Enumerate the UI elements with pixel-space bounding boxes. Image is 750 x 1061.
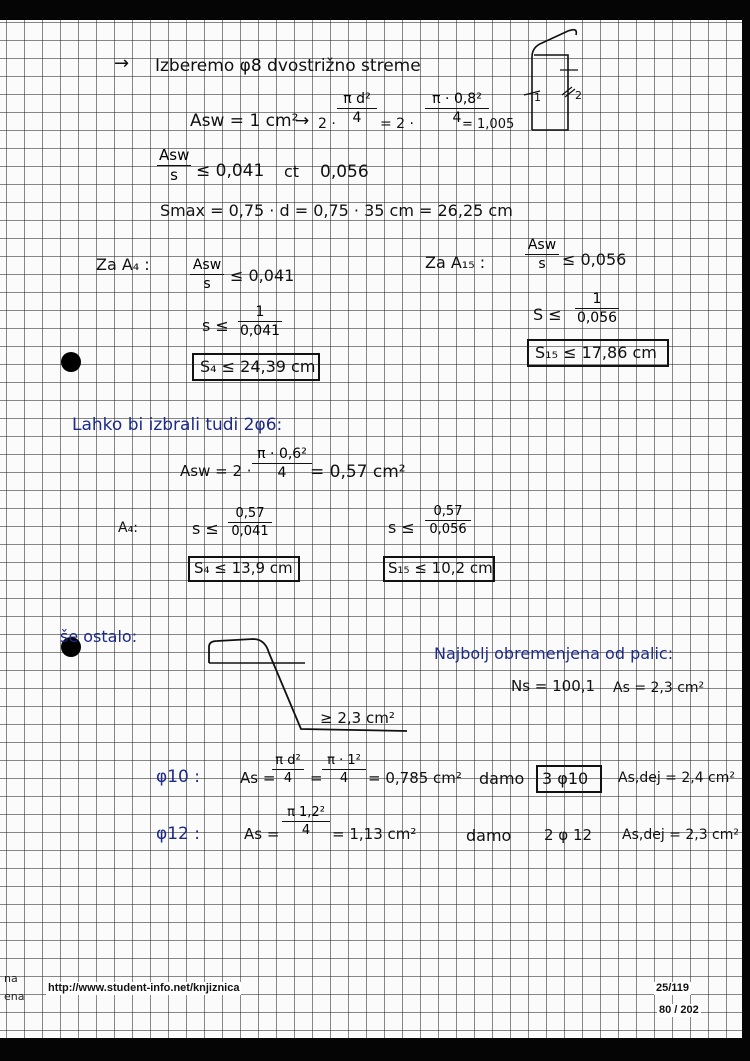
asw-fraction-2-num: π · 0,8² [425,92,489,109]
case-a4-s-num: 1 [238,305,282,322]
case-a15-s-lhs: S ≤ [533,305,562,324]
row-phi10-dia: φ10 : [156,767,200,787]
row-phi12-choice: 2 φ 12 [544,826,593,844]
alt-asw-num: π · 0,6² [252,447,312,464]
row-phi10-num2: π · 1² [322,754,366,770]
row-phi10-num1: π d² [272,754,304,770]
scan-right-border [742,0,750,1061]
footer-page-number: 25/119 [656,982,690,994]
row-phi10-eq: = [310,769,323,787]
alt-asw-fraction [252,447,312,480]
case-a4-s-lhs: s ≤ [202,316,229,335]
alt-a4-fraction [228,507,272,538]
case-a15-s-num: 1 [575,292,619,309]
note-heaviest-bar: Najbolj obremenjena od palic: [434,644,674,663]
stirrup-mark-2: 2 [575,89,582,102]
row-phi10-asdej: As,dej = 2,4 cm² [618,770,736,786]
alt-a15-result: S₁₅ ≤ 10,2 cm [388,559,493,577]
asw-fraction-1-den: 4 [352,110,362,126]
case-a15-rel: ≤ 0,056 [562,250,627,269]
case-a4-num: Asw [190,258,224,275]
case-a15-den: s [538,256,546,272]
asw-arrow: → [295,111,310,131]
asw-eq1: = 2 · [380,116,414,132]
row-phi10-result: = 0,785 cm² [368,769,462,787]
alt-a15-s-lhs: s ≤ [388,518,415,537]
alt-a15-fraction [425,505,471,536]
asw-result: = 1,005 [462,117,515,132]
ratio-num: Asw [159,146,190,164]
row-phi12-den: 4 [301,823,311,838]
margin-text-2: ena [4,990,25,1003]
alt-a4-result: S₄ ≤ 13,9 cm [194,559,293,577]
row-phi10-lhs: As = [240,769,276,787]
row-phi10-den2: 4 [339,771,349,786]
stirrup-mark-1: 1 [534,91,541,104]
case-a15-s-fraction [575,292,619,325]
case-a4-rel: ≤ 0,041 [230,266,295,285]
header-arrow: → [114,53,130,74]
case-a15-label: Za A₁₅ : [425,253,486,272]
row-phi12-damo: damo [466,826,512,845]
asw-factor: 2 · [318,116,336,132]
note-as: As = 2,3 cm² [613,680,705,696]
row-phi12-dia: φ12 : [156,824,200,844]
alt-asw-den: 4 [277,465,287,481]
header-title: Izberemo φ8 dvostrižno streme [155,56,421,76]
row-phi10-den1: 4 [283,771,293,786]
case-a15-num: Asw [525,238,559,255]
row-phi12-num: π 1,2² [282,806,330,822]
asw-fraction-1-num: π d² [337,92,377,109]
alt-a15-den: 0,056 [429,522,467,537]
row-phi10-choice: 3 φ10 [542,769,589,788]
row-phi12-result: = 1,13 cm² [332,825,417,843]
punch-hole-top [61,352,81,372]
asw-lhs: Asw = 1 cm² [190,111,299,131]
remaining-heading: še ostalo: [60,627,138,646]
alt-a4-den: 0,041 [231,524,269,539]
alt-a4-num: 0,57 [228,507,272,523]
scan-top-border [0,0,750,20]
case-a4-s-fraction [238,305,282,338]
alt-a4-label: A₄: [118,520,138,536]
scan-bottom-border [0,1038,750,1061]
case-a4-label: Za A₄ : [96,255,150,274]
alt-asw-lhs: Asw = 2 · [180,462,252,480]
stirrup-sketch [520,25,590,135]
footer-page-count: 80 / 202 [659,1004,699,1016]
case-a4-s-den: 0,041 [239,323,281,339]
case-a15-result: S₁₅ ≤ 17,86 cm [535,343,657,362]
row-phi12-asdej: As,dej = 2,3 cm² [622,827,740,843]
ratio-den: s [170,166,178,184]
asw-fraction-1 [337,92,377,125]
row-phi10-damo: damo [479,769,525,788]
row-phi10-fraction-2 [322,754,366,785]
case-a4-ratio [190,258,224,291]
note-ns: Ns = 100,1 [511,677,596,695]
ratio-fraction [157,148,191,183]
row-phi10-fraction-1 [272,754,304,785]
footer-url-link[interactable]: http://www.student-info.net/knjiznica [48,982,240,994]
row-phi12-fraction [282,806,330,837]
alt-a4-s-lhs: s ≤ [192,519,219,538]
ratio-alt: 0,056 [320,162,369,182]
row-phi12-lhs: As = [244,825,280,843]
smax-formula: Smax = 0,75 · d = 0,75 · 35 cm = 26,25 cm [160,201,513,220]
alt-a15-num: 0,57 [425,505,471,521]
ratio-sep: ct [284,162,300,181]
margin-text-1: na [4,972,18,985]
ratio-rel: ≤ 0,041 [196,161,265,181]
case-a15-ratio [525,238,559,271]
case-a15-s-den: 0,056 [576,310,618,326]
case-a4-den: s [203,276,211,292]
asw-fraction-2-den: 4 [452,110,462,126]
case-a4-result: S₄ ≤ 24,39 cm [200,357,316,376]
alt-asw-result: = 0,57 cm² [310,462,406,482]
diagram-label: ≥ 2,3 cm² [320,709,395,727]
alternative-heading: Lahko bi izbrali tudi 2φ6: [72,415,283,435]
